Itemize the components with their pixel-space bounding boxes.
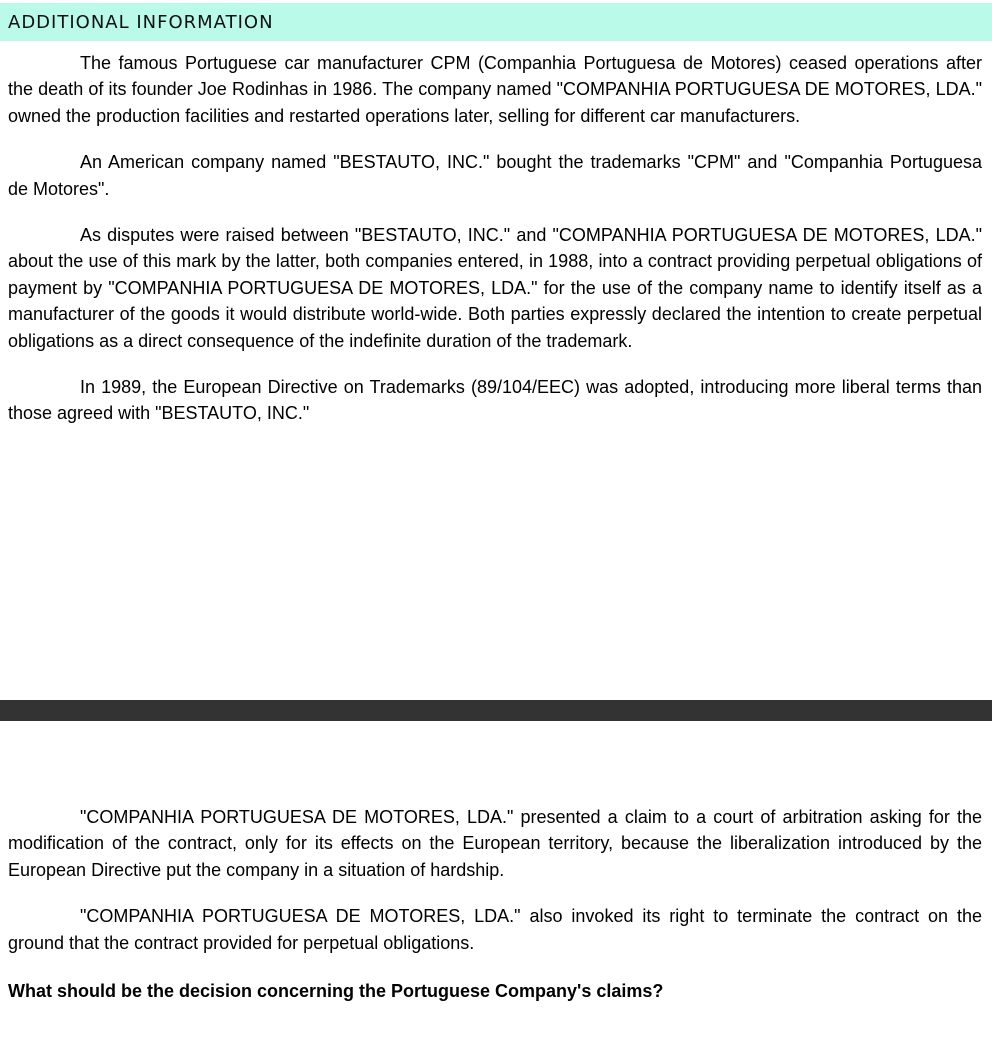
- claims-section: [8, 804, 982, 956]
- paragraph-modification-claim: "COMPANHIA PORTUGUESA DE MOTORES, LDA." presented a claim to a court of arbitration asking for the modification of the contract, only for its effects on the European territory, because the liberalization introduced by the European Directive put the company in a situation of hardship.: [8, 807, 982, 880]
- section-header: [0, 3, 992, 41]
- page-divider: [0, 700, 992, 721]
- paragraph-trademark-purchase: An American company named "BESTAUTO, INC." bought the trademarks "CPM" and "Companhia Portuguesa de Motores".: [8, 152, 982, 199]
- paragraph-termination-claim: "COMPANHIA PORTUGUESA DE MOTORES, LDA." also invoked its right to terminate the contract on the ground that the contract provided for perpetual obligations.: [8, 906, 982, 953]
- paragraph-contract-disputes: As disputes were raised between "BESTAUTO, INC." and "COMPANHIA PORTUGUESA DE MOTORES, LDA." about the use of this mark by the latter, both companies entered, in 1988, into a contract providing perpetual obligations of payment by "COMPANHIA PORTUGUESA DE MOTORES, LDA." for the use of the company name to identify itself as a manufacturer of the goods it would distribute world-wide. Both parties expressly declared the intention to create perpetual obligations as a direct consequence of the indefinite duration of the trademark.: [8, 225, 982, 351]
- section-title: ADDITIONAL INFORMATION: [8, 11, 274, 33]
- paragraph-company-history: The famous Portuguese car manufacturer CPM (Companhia Portuguesa de Motores) ceased operations after the death of its founder Joe Rodinhas in 1986. The company named "COMPANHIA PORTUGUESA DE MOTORES, LDA." owned the production facilities and restarted operations later, selling for different car manufacturers.: [8, 53, 982, 126]
- paragraph-european-directive: In 1989, the European Directive on Trademarks (89/104/EEC) was adopted, introducing more liberal terms than those agreed with "BESTAUTO, INC.": [8, 377, 982, 424]
- facts-section: [8, 50, 982, 427]
- question-text: What should be the decision concerning the Portuguese Company's claims?: [8, 981, 664, 1001]
